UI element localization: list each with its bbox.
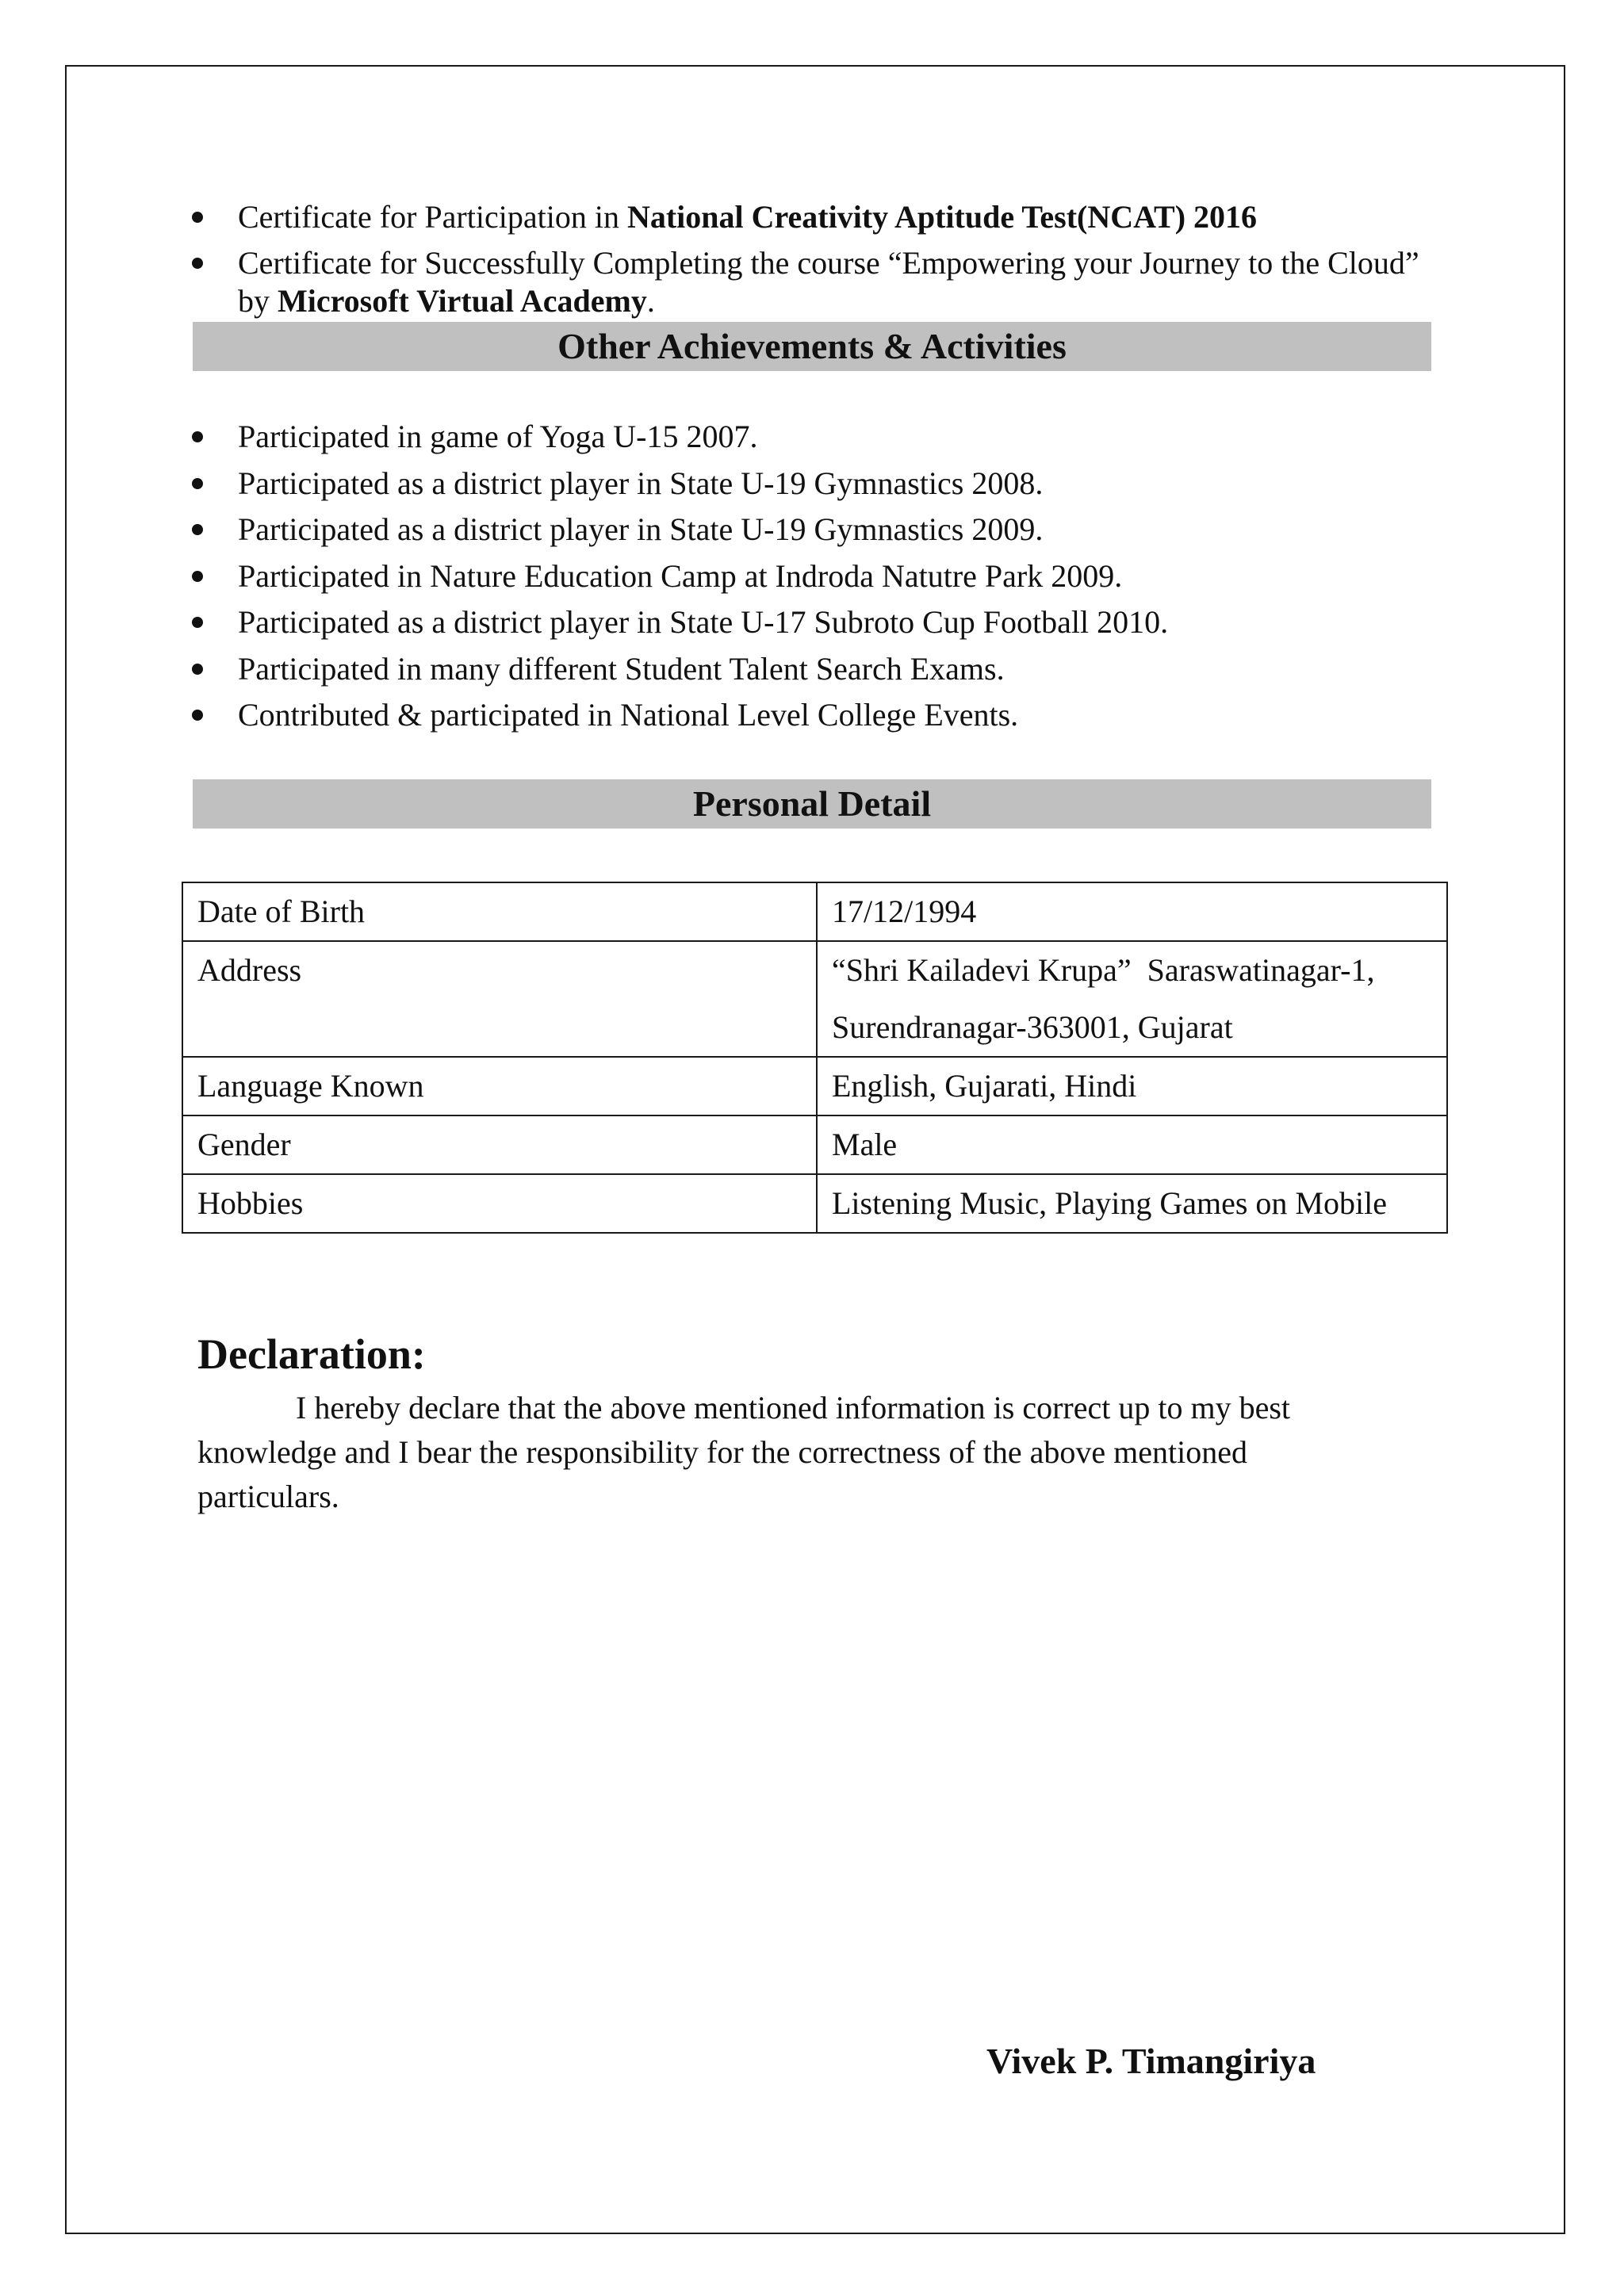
bullet-icon <box>192 212 203 223</box>
list-item <box>238 696 1443 743</box>
achievement-text: Participated as a district player in State U-19 Gymnastics 2008. <box>238 465 1044 501</box>
list-item <box>238 511 1443 557</box>
table-row <box>182 882 1447 941</box>
table-cell-value <box>817 1057 1447 1115</box>
achievements-heading: Other Achievements & Activities <box>193 322 1431 371</box>
address-label: Address <box>197 952 302 988</box>
bullet-icon <box>192 258 203 269</box>
achievement-text: Participated in game of Yoga U-15 2007. <box>238 419 758 454</box>
table-cell-value <box>817 1115 1447 1174</box>
table-row <box>182 1115 1447 1174</box>
date-of-birth-label: Date of Birth <box>197 894 366 929</box>
personal-detail-heading: Personal Detail <box>193 779 1431 828</box>
declaration-heading: Declaration: <box>197 1330 426 1378</box>
table-cell-label <box>182 882 817 941</box>
bullet-icon <box>192 664 203 675</box>
bullet-icon <box>192 478 203 489</box>
list-item <box>238 650 1443 697</box>
table-cell-label <box>182 941 817 1057</box>
table-cell-label <box>182 1057 817 1115</box>
gender-label: Gender <box>197 1127 291 1162</box>
list-item <box>238 418 1443 465</box>
list-item <box>238 603 1443 650</box>
table-cell-label <box>182 1115 817 1174</box>
table-cell-value <box>817 882 1447 941</box>
signature-name: Vivek P. Timangiriya <box>986 2041 1316 2081</box>
certificate-name: Microsoft Virtual Academy <box>278 283 647 319</box>
language-known-value: English, Gujarati, Hindi <box>832 1068 1137 1104</box>
personal-detail-table <box>182 882 1448 1234</box>
certificate-name: National Creativity Aptitude Test(NCAT) 2016 <box>626 199 1258 235</box>
table-row <box>182 1057 1447 1115</box>
certificate-suffix: . <box>646 283 655 319</box>
list-item <box>238 198 1443 236</box>
table-row <box>182 941 1447 1057</box>
achievements-list <box>238 418 1443 743</box>
list-item <box>238 244 1443 320</box>
gender-value: Male <box>832 1127 898 1162</box>
hobbies-label: Hobbies <box>197 1185 304 1221</box>
table-cell-value <box>817 1174 1447 1233</box>
date-of-birth-value: 17/12/1994 <box>832 894 977 929</box>
list-item <box>238 557 1443 604</box>
bullet-icon <box>192 571 203 582</box>
achievement-text: Participated in Nature Education Camp at Indroda Natutre Park 2009. <box>238 557 1123 594</box>
bullet-icon <box>192 524 203 535</box>
table-cell-value <box>817 941 1447 1057</box>
language-known-label: Language Known <box>197 1068 424 1104</box>
declaration-text: I hereby declare that the above mentioned information is correct up to my best knowledge and I bear the responsibility for the correctness of the above mentioned particulars. <box>197 1390 1291 1514</box>
certificate-text: Certificate for Successfully Completing the course “Empowering your Journey to the Cloud” by <box>238 245 1419 319</box>
table-row <box>182 1174 1447 1233</box>
achievement-text: Participated as a district player in State U-17 Subroto Cup Football 2010. <box>238 604 1169 640</box>
achievement-text: Contributed & participated in National Level College Events. <box>238 697 1019 733</box>
bullet-icon <box>192 431 203 442</box>
bullet-icon <box>192 710 203 721</box>
address-line-1: “Shri Kailadevi Krupa” Saraswatinagar-1, <box>832 952 1375 988</box>
achievement-text: Participated as a district player in State U-19 Gymnastics 2009. <box>238 511 1044 547</box>
list-item <box>238 465 1443 511</box>
address-line-2: Surendranagar-363001, Gujarat <box>832 1009 1233 1045</box>
certificate-text: Certificate for Participation in <box>238 199 627 235</box>
table-cell-label <box>182 1174 817 1233</box>
certificates-list <box>238 198 1443 328</box>
achievement-text: Participated in many different Student Talent Search Exams. <box>238 650 1005 687</box>
hobbies-value: Listening Music, Playing Games on Mobile <box>832 1185 1387 1221</box>
bullet-icon <box>192 617 203 628</box>
